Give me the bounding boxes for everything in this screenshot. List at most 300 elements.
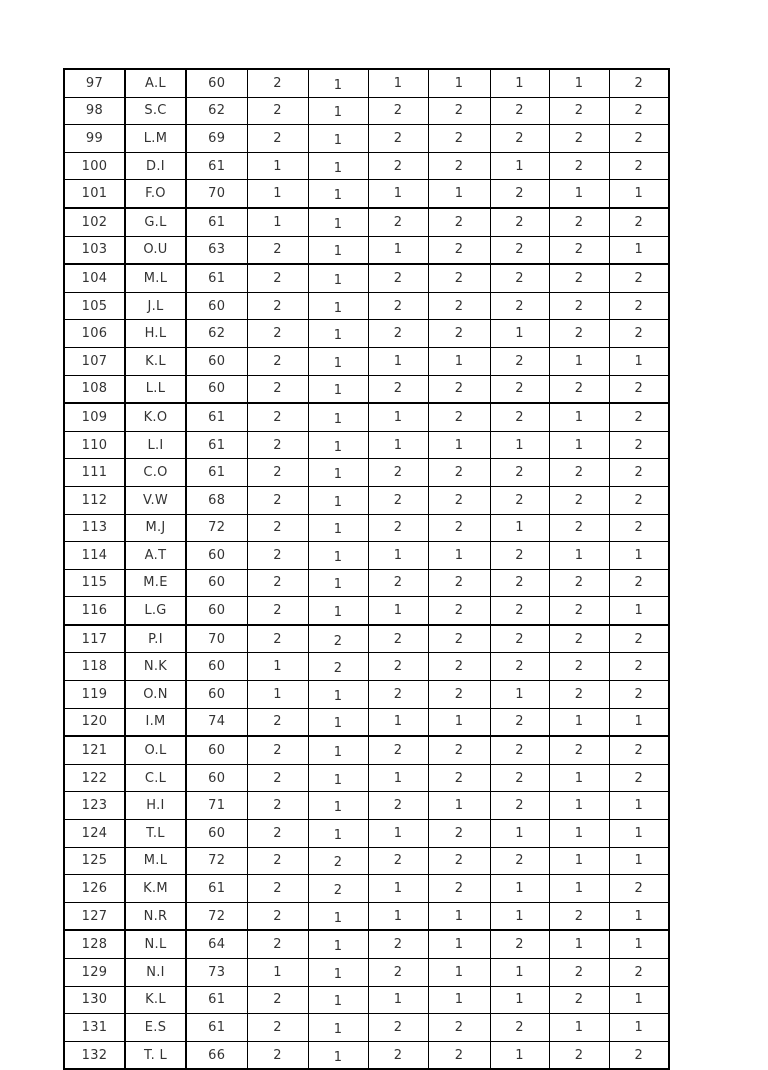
value-cell-6: 2 — [549, 597, 609, 625]
value-cell-2: 1 — [308, 236, 368, 264]
initials-cell: O.U — [125, 236, 186, 264]
value-cell-6: 1 — [549, 792, 609, 820]
value-cell-4: 1 — [428, 902, 490, 930]
value-cell-2: 1 — [308, 69, 368, 97]
age-cell: 60 — [186, 292, 247, 320]
row-id-cell: 99 — [64, 125, 125, 153]
value-cell-4: 2 — [428, 625, 490, 653]
age-cell: 60 — [186, 736, 247, 764]
row-id-cell: 123 — [64, 792, 125, 820]
initials-cell: C.L — [125, 764, 186, 792]
value-cell-3: 2 — [368, 736, 428, 764]
value-cell-5: 2 — [490, 125, 549, 153]
value-cell-4: 1 — [428, 431, 490, 459]
value-cell-3: 2 — [368, 959, 428, 987]
value-cell-5: 2 — [490, 459, 549, 487]
value-cell-3: 2 — [368, 486, 428, 514]
initials-cell: J.L — [125, 292, 186, 320]
table-row — [64, 986, 669, 1014]
value-cell-5: 2 — [490, 792, 549, 820]
table-row — [64, 1041, 669, 1069]
age-cell: 61 — [186, 431, 247, 459]
value-cell-7: 2 — [609, 514, 669, 542]
value-cell-2: 1 — [308, 375, 368, 403]
value-cell-1: 1 — [247, 681, 308, 709]
value-cell-1: 2 — [247, 764, 308, 792]
value-cell-6: 1 — [549, 1014, 609, 1042]
row-id-cell: 112 — [64, 486, 125, 514]
value-cell-4: 2 — [428, 292, 490, 320]
value-cell-5: 2 — [490, 597, 549, 625]
row-id-cell: 127 — [64, 902, 125, 930]
value-cell-7: 1 — [609, 542, 669, 570]
value-cell-6: 2 — [549, 152, 609, 180]
table-row — [64, 125, 669, 153]
value-cell-4: 1 — [428, 986, 490, 1014]
value-cell-5: 2 — [490, 292, 549, 320]
value-cell-2: 1 — [308, 180, 368, 208]
value-cell-3: 1 — [368, 69, 428, 97]
value-cell-2: 1 — [308, 320, 368, 348]
value-cell-1: 2 — [247, 264, 308, 292]
value-cell-4: 2 — [428, 681, 490, 709]
value-cell-6: 2 — [549, 375, 609, 403]
value-cell-6: 2 — [549, 736, 609, 764]
value-cell-3: 1 — [368, 902, 428, 930]
value-cell-7: 2 — [609, 459, 669, 487]
value-cell-4: 1 — [428, 347, 490, 375]
value-cell-7: 2 — [609, 486, 669, 514]
table-row — [64, 236, 669, 264]
table-row — [64, 375, 669, 403]
initials-cell: H.L — [125, 320, 186, 348]
value-cell-2: 1 — [308, 208, 368, 236]
value-cell-3: 2 — [368, 653, 428, 681]
value-cell-7: 2 — [609, 431, 669, 459]
initials-cell: O.N — [125, 681, 186, 709]
value-cell-7: 2 — [609, 736, 669, 764]
value-cell-6: 2 — [549, 486, 609, 514]
row-id-cell: 113 — [64, 514, 125, 542]
value-cell-1: 1 — [247, 959, 308, 987]
age-cell: 70 — [186, 625, 247, 653]
value-cell-6: 1 — [549, 847, 609, 875]
value-cell-5: 1 — [490, 1041, 549, 1069]
value-cell-1: 2 — [247, 320, 308, 348]
initials-cell: N.L — [125, 930, 186, 958]
age-cell: 61 — [186, 208, 247, 236]
age-cell: 60 — [186, 542, 247, 570]
value-cell-1: 2 — [247, 902, 308, 930]
value-cell-3: 2 — [368, 514, 428, 542]
row-id-cell: 110 — [64, 431, 125, 459]
value-cell-2: 1 — [308, 125, 368, 153]
value-cell-3: 1 — [368, 986, 428, 1014]
value-cell-2: 1 — [308, 152, 368, 180]
value-cell-3: 1 — [368, 708, 428, 736]
value-cell-3: 1 — [368, 431, 428, 459]
value-cell-6: 1 — [549, 180, 609, 208]
value-cell-3: 2 — [368, 264, 428, 292]
row-id-cell: 97 — [64, 69, 125, 97]
initials-cell: M.E — [125, 569, 186, 597]
value-cell-3: 2 — [368, 792, 428, 820]
value-cell-2: 1 — [308, 597, 368, 625]
table-row — [64, 764, 669, 792]
initials-cell: T.L — [125, 820, 186, 848]
age-cell: 61 — [186, 403, 247, 431]
value-cell-3: 2 — [368, 1014, 428, 1042]
value-cell-4: 2 — [428, 847, 490, 875]
value-cell-6: 2 — [549, 320, 609, 348]
value-cell-4: 2 — [428, 653, 490, 681]
value-cell-7: 2 — [609, 264, 669, 292]
value-cell-4: 2 — [428, 1014, 490, 1042]
initials-cell: O.L — [125, 736, 186, 764]
value-cell-4: 2 — [428, 764, 490, 792]
age-cell: 60 — [186, 375, 247, 403]
value-cell-4: 2 — [428, 375, 490, 403]
value-cell-5: 1 — [490, 69, 549, 97]
initials-cell: N.I — [125, 959, 186, 987]
table-row — [64, 97, 669, 125]
value-cell-7: 1 — [609, 986, 669, 1014]
value-cell-2: 1 — [308, 514, 368, 542]
value-cell-1: 2 — [247, 486, 308, 514]
initials-cell: M.L — [125, 264, 186, 292]
value-cell-1: 2 — [247, 514, 308, 542]
value-cell-3: 1 — [368, 180, 428, 208]
value-cell-2: 2 — [308, 653, 368, 681]
value-cell-2: 1 — [308, 403, 368, 431]
value-cell-5: 1 — [490, 431, 549, 459]
value-cell-3: 2 — [368, 125, 428, 153]
value-cell-4: 2 — [428, 125, 490, 153]
value-cell-6: 2 — [549, 959, 609, 987]
value-cell-5: 1 — [490, 514, 549, 542]
value-cell-6: 2 — [549, 236, 609, 264]
row-id-cell: 115 — [64, 569, 125, 597]
initials-cell: K.L — [125, 347, 186, 375]
initials-cell: N.R — [125, 902, 186, 930]
value-cell-6: 1 — [549, 403, 609, 431]
value-cell-6: 1 — [549, 431, 609, 459]
value-cell-3: 2 — [368, 292, 428, 320]
table-row — [64, 930, 669, 958]
value-cell-1: 2 — [247, 542, 308, 570]
value-cell-2: 1 — [308, 1041, 368, 1069]
age-cell: 69 — [186, 125, 247, 153]
value-cell-2: 1 — [308, 292, 368, 320]
value-cell-5: 2 — [490, 403, 549, 431]
age-cell: 60 — [186, 69, 247, 97]
value-cell-6: 1 — [549, 820, 609, 848]
value-cell-2: 1 — [308, 764, 368, 792]
value-cell-5: 2 — [490, 375, 549, 403]
value-cell-3: 2 — [368, 569, 428, 597]
value-cell-2: 1 — [308, 569, 368, 597]
table-row — [64, 736, 669, 764]
table-body — [64, 69, 669, 1069]
value-cell-4: 2 — [428, 320, 490, 348]
value-cell-4: 1 — [428, 792, 490, 820]
value-cell-4: 2 — [428, 1041, 490, 1069]
age-cell: 72 — [186, 902, 247, 930]
value-cell-6: 2 — [549, 97, 609, 125]
age-cell: 74 — [186, 708, 247, 736]
initials-cell: L.M — [125, 125, 186, 153]
value-cell-3: 1 — [368, 820, 428, 848]
table-row — [64, 152, 669, 180]
value-cell-5: 2 — [490, 708, 549, 736]
value-cell-5: 2 — [490, 208, 549, 236]
value-cell-7: 2 — [609, 208, 669, 236]
value-cell-6: 1 — [549, 708, 609, 736]
row-id-cell: 130 — [64, 986, 125, 1014]
value-cell-1: 2 — [247, 792, 308, 820]
value-cell-6: 2 — [549, 1041, 609, 1069]
age-cell: 61 — [186, 264, 247, 292]
value-cell-1: 2 — [247, 1014, 308, 1042]
value-cell-7: 2 — [609, 125, 669, 153]
value-cell-6: 2 — [549, 902, 609, 930]
table-row — [64, 875, 669, 903]
table-row — [64, 1014, 669, 1042]
value-cell-6: 2 — [549, 681, 609, 709]
value-cell-4: 2 — [428, 264, 490, 292]
value-cell-7: 1 — [609, 236, 669, 264]
value-cell-5: 2 — [490, 542, 549, 570]
value-cell-3: 2 — [368, 320, 428, 348]
row-id-cell: 118 — [64, 653, 125, 681]
value-cell-1: 2 — [247, 847, 308, 875]
value-cell-3: 1 — [368, 542, 428, 570]
value-cell-7: 1 — [609, 792, 669, 820]
value-cell-2: 1 — [308, 820, 368, 848]
row-id-cell: 117 — [64, 625, 125, 653]
value-cell-6: 2 — [549, 653, 609, 681]
row-id-cell: 129 — [64, 959, 125, 987]
value-cell-5: 1 — [490, 820, 549, 848]
value-cell-1: 2 — [247, 97, 308, 125]
value-cell-7: 2 — [609, 653, 669, 681]
table-row — [64, 264, 669, 292]
age-cell: 60 — [186, 347, 247, 375]
value-cell-3: 1 — [368, 236, 428, 264]
value-cell-1: 2 — [247, 347, 308, 375]
value-cell-6: 1 — [549, 542, 609, 570]
table-row — [64, 320, 669, 348]
row-id-cell: 116 — [64, 597, 125, 625]
row-id-cell: 105 — [64, 292, 125, 320]
table-row — [64, 292, 669, 320]
value-cell-4: 2 — [428, 236, 490, 264]
value-cell-3: 2 — [368, 847, 428, 875]
value-cell-2: 2 — [308, 847, 368, 875]
value-cell-4: 2 — [428, 569, 490, 597]
value-cell-4: 2 — [428, 486, 490, 514]
initials-cell: T. L — [125, 1041, 186, 1069]
value-cell-2: 1 — [308, 97, 368, 125]
row-id-cell: 101 — [64, 180, 125, 208]
value-cell-5: 2 — [490, 264, 549, 292]
value-cell-5: 2 — [490, 764, 549, 792]
value-cell-4: 2 — [428, 152, 490, 180]
age-cell: 71 — [186, 792, 247, 820]
value-cell-1: 2 — [247, 820, 308, 848]
value-cell-2: 1 — [308, 264, 368, 292]
age-cell: 61 — [186, 986, 247, 1014]
value-cell-1: 1 — [247, 152, 308, 180]
value-cell-2: 1 — [308, 431, 368, 459]
table-row — [64, 792, 669, 820]
value-cell-3: 1 — [368, 597, 428, 625]
row-id-cell: 104 — [64, 264, 125, 292]
value-cell-1: 2 — [247, 69, 308, 97]
initials-cell: K.O — [125, 403, 186, 431]
value-cell-5: 1 — [490, 986, 549, 1014]
table-row — [64, 569, 669, 597]
value-cell-7: 1 — [609, 347, 669, 375]
age-cell: 66 — [186, 1041, 247, 1069]
table-row — [64, 625, 669, 653]
initials-cell: S.C — [125, 97, 186, 125]
value-cell-3: 1 — [368, 347, 428, 375]
value-cell-2: 1 — [308, 792, 368, 820]
value-cell-7: 2 — [609, 959, 669, 987]
table-row — [64, 847, 669, 875]
value-cell-1: 2 — [247, 875, 308, 903]
value-cell-7: 1 — [609, 1014, 669, 1042]
value-cell-2: 1 — [308, 1014, 368, 1042]
value-cell-5: 1 — [490, 959, 549, 987]
age-cell: 60 — [186, 653, 247, 681]
value-cell-2: 1 — [308, 902, 368, 930]
age-cell: 63 — [186, 236, 247, 264]
value-cell-1: 1 — [247, 180, 308, 208]
table-row — [64, 69, 669, 97]
table-row — [64, 708, 669, 736]
row-id-cell: 125 — [64, 847, 125, 875]
age-cell: 62 — [186, 320, 247, 348]
age-cell: 60 — [186, 764, 247, 792]
value-cell-2: 1 — [308, 681, 368, 709]
value-cell-1: 2 — [247, 597, 308, 625]
age-cell: 61 — [186, 152, 247, 180]
row-id-cell: 126 — [64, 875, 125, 903]
value-cell-7: 2 — [609, 625, 669, 653]
value-cell-7: 2 — [609, 320, 669, 348]
table-row — [64, 459, 669, 487]
value-cell-3: 2 — [368, 152, 428, 180]
table-row — [64, 514, 669, 542]
value-cell-7: 2 — [609, 97, 669, 125]
initials-cell: E.S — [125, 1014, 186, 1042]
value-cell-7: 2 — [609, 69, 669, 97]
value-cell-1: 2 — [247, 1041, 308, 1069]
value-cell-7: 1 — [609, 930, 669, 958]
value-cell-4: 2 — [428, 403, 490, 431]
table-row — [64, 486, 669, 514]
value-cell-3: 2 — [368, 1041, 428, 1069]
value-cell-4: 2 — [428, 736, 490, 764]
value-cell-4: 1 — [428, 959, 490, 987]
initials-cell: K.M — [125, 875, 186, 903]
row-id-cell: 98 — [64, 97, 125, 125]
row-id-cell: 107 — [64, 347, 125, 375]
initials-cell: H.I — [125, 792, 186, 820]
value-cell-2: 1 — [308, 542, 368, 570]
value-cell-5: 2 — [490, 930, 549, 958]
initials-cell: P.I — [125, 625, 186, 653]
initials-cell: A.T — [125, 542, 186, 570]
value-cell-5: 2 — [490, 625, 549, 653]
table-row — [64, 653, 669, 681]
table-row — [64, 820, 669, 848]
table-row — [64, 208, 669, 236]
value-cell-3: 2 — [368, 375, 428, 403]
age-cell: 61 — [186, 875, 247, 903]
age-cell: 60 — [186, 597, 247, 625]
value-cell-2: 1 — [308, 959, 368, 987]
value-cell-1: 2 — [247, 569, 308, 597]
value-cell-1: 2 — [247, 236, 308, 264]
value-cell-7: 2 — [609, 292, 669, 320]
value-cell-4: 2 — [428, 597, 490, 625]
table-row — [64, 542, 669, 570]
value-cell-7: 2 — [609, 403, 669, 431]
value-cell-7: 1 — [609, 847, 669, 875]
row-id-cell: 119 — [64, 681, 125, 709]
value-cell-1: 2 — [247, 986, 308, 1014]
value-cell-1: 2 — [247, 292, 308, 320]
initials-cell: D.I — [125, 152, 186, 180]
value-cell-5: 1 — [490, 152, 549, 180]
value-cell-3: 2 — [368, 97, 428, 125]
initials-cell: L.I — [125, 431, 186, 459]
initials-cell: L.L — [125, 375, 186, 403]
value-cell-6: 1 — [549, 347, 609, 375]
value-cell-7: 2 — [609, 375, 669, 403]
value-cell-5: 1 — [490, 875, 549, 903]
table-row — [64, 431, 669, 459]
value-cell-1: 2 — [247, 459, 308, 487]
table-row — [64, 403, 669, 431]
row-id-cell: 111 — [64, 459, 125, 487]
table-row — [64, 347, 669, 375]
value-cell-7: 2 — [609, 569, 669, 597]
table-row — [64, 902, 669, 930]
value-cell-7: 2 — [609, 764, 669, 792]
value-cell-5: 1 — [490, 320, 549, 348]
value-cell-3: 1 — [368, 764, 428, 792]
value-cell-5: 2 — [490, 1014, 549, 1042]
value-cell-5: 2 — [490, 236, 549, 264]
row-id-cell: 109 — [64, 403, 125, 431]
value-cell-7: 2 — [609, 681, 669, 709]
value-cell-7: 1 — [609, 708, 669, 736]
value-cell-6: 2 — [549, 569, 609, 597]
value-cell-6: 2 — [549, 625, 609, 653]
value-cell-6: 2 — [549, 459, 609, 487]
value-cell-4: 1 — [428, 542, 490, 570]
value-cell-4: 1 — [428, 69, 490, 97]
value-cell-3: 2 — [368, 625, 428, 653]
value-cell-3: 1 — [368, 875, 428, 903]
age-cell: 60 — [186, 681, 247, 709]
value-cell-7: 1 — [609, 902, 669, 930]
value-cell-2: 2 — [308, 875, 368, 903]
